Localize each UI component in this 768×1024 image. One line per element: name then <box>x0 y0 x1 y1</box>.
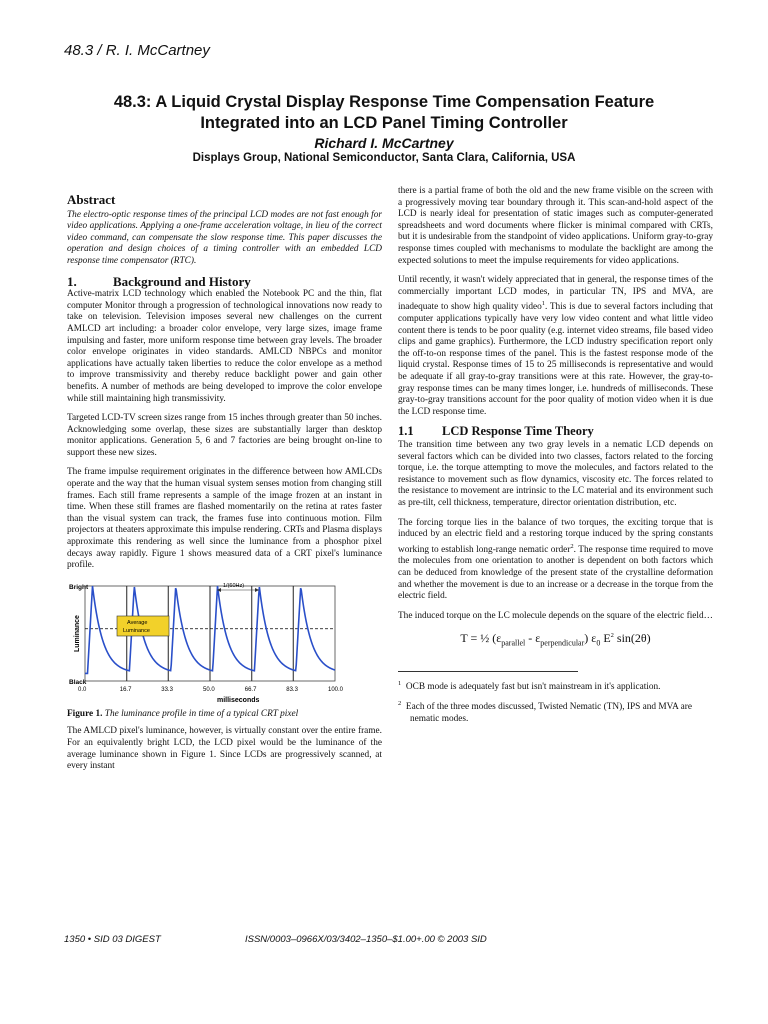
figure-caption <box>67 709 382 721</box>
affiliation: Displays Group, National Semiconductor, Santa Clara, California, USA <box>192 152 576 164</box>
subsection-number: 1.1 <box>398 424 414 439</box>
footnote-ref: 2 <box>570 542 574 550</box>
caption-label: Figure 1. <box>67 708 103 719</box>
x-tick-label: 33.3 <box>161 686 173 693</box>
footnote-number: 1 <box>398 680 402 688</box>
text-run: . This is due to several factors including that computer applications typically have very low video content and what little video content there is tends to be poor quality (e.g. internet video streams, file based video clips and game graphics). Furthermore, the LCD industry specification report only the off-to-on response times of the panel. This is the fastest response mode of the liquid crystal. Response times of 15 to 25 milliseconds is representative and would be adequate if all gray-to-gray transitions were at this rate. However, the gray-to-gray response times can be many times longer, i.e. hundreds of milliseconds. These gray-to-gray transitions account for the poor quality of motion video when it is due the LCD response time. <box>398 302 713 417</box>
x-tick-label: 50.0 <box>203 686 215 693</box>
eq-sub: perpendicular <box>540 638 585 648</box>
footnote-rule <box>398 671 578 672</box>
torque-equation <box>398 630 713 649</box>
paragraph: Active-matrix LCD technology which enabled the Notebook PC and the thin, flat computer Monitor through a progression of technological innovations now ready to take on television. Television imposes several new challenges on the current AMLCD art including: a broader color envelope, very large sizes, image frame impulsing and faster, more uniform response time between gray levels. The broader color envelope originates in video standards. AMLCD NBPCs and monitor applications have actually taken liberties to reduce the color envelope as a method to improve transmissivity and thereby reduce backlight power and gain other benefits. A number of methods are being developed to improve the color envelope while still maintaining high transmissivity. <box>67 289 382 404</box>
title-line-1: 48.3: A Liquid Crystal Display Response Time Compensation Feature <box>113 93 655 111</box>
paragraph <box>398 518 713 603</box>
abstract-text: The electro-optic response times of the principal LCD modes are not fast enough for video applications. Applying a one-frame acceleration voltage, in lieu of the correct video command, can compensate the slow response time. This paper discusses the operation and design choices of a timing controller with an embedded LCD response time compensator (RTC). <box>67 209 382 266</box>
average-label-line2: Luminance <box>123 627 150 634</box>
section-title: Background and History <box>113 273 251 289</box>
title-line-2: Integrated into an LCD Panel Timing Controller <box>200 114 568 132</box>
eq-part: sin(2θ) <box>613 631 651 646</box>
paper-title <box>40 92 728 134</box>
right-column <box>398 186 713 729</box>
figure-1 <box>67 580 382 705</box>
luminance-chart <box>67 580 382 705</box>
eq-sub: parallel <box>501 638 526 648</box>
paragraph: The induced torque on the LC molecule depends on the square of the electric field… <box>398 610 713 621</box>
eq-part: - ε <box>525 631 541 646</box>
average-label-line1: Average <box>127 619 148 626</box>
footnote-2 <box>398 698 713 725</box>
x-tick-label: 100.0 <box>328 686 344 693</box>
x-tick-label: 16.7 <box>119 686 132 693</box>
period-annotation: 1/(60Hz) <box>223 582 245 589</box>
footnote-number: 2 <box>398 700 402 708</box>
subsection-title: LCD Response Time Theory <box>442 424 594 439</box>
footnote-ref: 1 <box>541 300 545 308</box>
abstract-heading: Abstract <box>67 192 116 207</box>
running-head: 48.3 / R. I. McCartney <box>64 42 210 59</box>
footer-right: ISSN/0003–0966X/03/3402–1350–$1.00+.00 © 2003 SID <box>245 934 487 945</box>
x-tick-label: 66.7 <box>244 686 257 693</box>
text-run: The forcing torque lies in the balance of two torques, the exciting torque that is induced by an electric field and a restoring torque induced by the spring constants working to establish long-range nematic order <box>398 517 713 555</box>
eq-part: T = ½ (ε <box>460 631 502 646</box>
section-number: 1. <box>67 273 77 289</box>
eq-sup: 2 <box>610 632 614 640</box>
eq-part: ) ε <box>584 631 597 646</box>
eq-part: E <box>600 631 611 646</box>
y-label-black: Black <box>69 678 87 686</box>
author: Richard I. McCartney <box>314 135 454 151</box>
paragraph: Targeted LCD-TV screen sizes range from 15 inches through greater than 50 inches. Acknowledging some overlap, these sizes are substantially larger than desktop monitor applications. Generation 5, 6 and 7 factories are being brought on-line to support these new sizes. <box>67 413 382 458</box>
paragraph: there is a partial frame of both the old and the new frame visible on the screen with a progressively moving tear boundary through it. This scan-and-hold aspect of the LCD is nearly ideal for presentation of static images such as computer-generated spreadsheets and word documents where flicker is minimal compared with CRTs, but it is undesirable from the standpoint of video applications. Uniform gray-to-gray response times coupled with mechanisms to modulate the backlight are among the expected solutions to meet the impulse requirements for video applications. <box>398 186 713 266</box>
paragraph: The transition time between any two gray levels in a nematic LCD depends on several factors which can be divided into two classes, factors related to the forcing torque, i.e. the torque attempting to move the molecules, and factors related to the resistance to movement such as flow dynamics, viscosity etc. The forces related to the resistance to movement are intrinsic to the LC material and its environment such as pre-tilt, cell thickness, temperature, director orientation distribution, etc. <box>398 439 713 508</box>
footnote-text: OCB mode is adequately fast but isn't mainstream in it's application. <box>405 682 661 693</box>
y-label-bright: Bright <box>69 583 89 591</box>
y-axis-title: Luminance <box>74 614 81 652</box>
x-tick-label: 0.0 <box>78 686 87 693</box>
footnote-text: Each of the three modes discussed, Twisted Nematic (TN), IPS and MVA are nematic modes. <box>405 702 693 724</box>
subsection-heading <box>398 426 713 438</box>
footer-left: 1350 • SID 03 DIGEST <box>64 934 161 945</box>
section-heading <box>67 273 382 289</box>
left-column <box>67 186 382 781</box>
paragraph: The frame impulse requirement originates in the difference between how AMLCDs operate and the way that the human visual system senses motion from changing still frames. Each still frame represents a sample of the image frozen at an instant in time. When these still frames are flashed momentarily on the retina at rates faster than the visual system can track, the frames fuse into continuous motion. Film projectors at theaters approximate this impulse rendering. CRTs and Plasma displays approximate this rendering as well since the luminance from a phosphor pixel decays away rapidly. Figure 1 shows measured data of a CRT pixel's luminance profile. <box>67 467 382 571</box>
caption-text: The luminance profile in time of a typical CRT pixel <box>104 708 299 719</box>
paragraph: The AMLCD pixel's luminance, however, is virtually constant over the entire frame. For an equivalently bright LCD, the LCD pixel would be the luminance of the average luminance shown in Figure 1. Since LCDs are progressively scanned, at every instant <box>67 726 382 772</box>
footnote-1 <box>398 678 713 694</box>
paragraph <box>398 275 713 418</box>
eq-sub: 0 <box>596 638 601 648</box>
x-tick-label: 83.3 <box>286 686 298 693</box>
text-run: Until recently, it wasn't widely appreciated that in general, the response times of the commercially important LCD modes, in particular TN, IPS and MVA, are inadequate to show high quality video <box>398 275 713 313</box>
x-axis-title: milliseconds <box>217 696 260 704</box>
text-run: . The response time required to move the molecules from one orientation to another is dependent on both factors which can be deduced from knowledge of the present state of the crystalline deformation and whether the movement is due to an increase or a decrease in the torque from the electric field. <box>398 544 714 602</box>
